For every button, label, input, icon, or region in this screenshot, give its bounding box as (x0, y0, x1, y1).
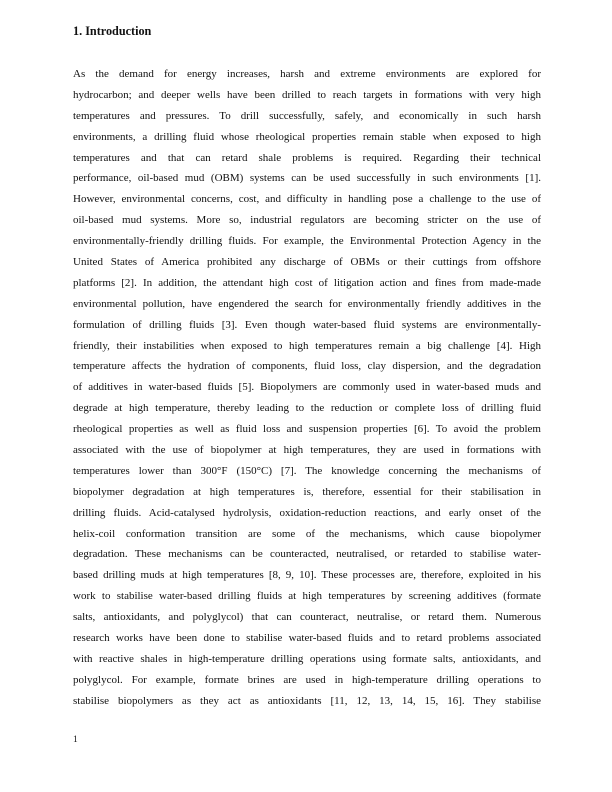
paragraph-line-26: work to stabilise water-based drilling fluids at high temperatures by screening additives (formate (73, 590, 541, 603)
paragraph-line-7: However, environmental concerns, cost, and difficulty in handling pose a challenge to the use of (73, 193, 541, 206)
paragraph-line-10: United States of America prohibited any discharge of OBMs or their cuttings from offshore (73, 256, 541, 269)
section-heading: 1. Introduction (73, 24, 152, 38)
paragraph-line-9: environmentally-friendly drilling fluids. For example, the Environmental Protection Agency in the (73, 235, 541, 248)
paragraph-line-5: temperatures and that can retard shale problems is required. Regarding their technical (73, 151, 541, 164)
paragraph-line-13: formulation of drilling fluids [3]. Even though water-based fluid systems are environmentally- (73, 318, 541, 331)
paragraph-line-20: temperatures lower than 300°F (150°C) [7]. The knowledge concerning the mechanisms of (73, 464, 541, 477)
paragraph-line-17: degrade at high temperature, thereby leading to the reduction or complete loss of drilling fluid (73, 402, 541, 415)
paragraph-line-25: based drilling muds at high temperatures [8, 9, 10]. These processes are, therefore, exploited in his (73, 569, 541, 582)
paragraph-line-29: with reactive shales in high-temperature drilling operations using formate salts, antioxidants, and (73, 652, 541, 665)
paragraph-line-23: helix-coil conformation transition are some of the mechanisms, which cause biopolymer (73, 527, 541, 540)
paragraph-line-2: hydrocarbon; and deeper wells have been drilled to reach targets in formations with very high (73, 88, 541, 101)
paragraph-line-30: polyglycol. For example, formate brines are used in high-temperature drilling operations to (73, 673, 541, 686)
paragraph-line-24: degradation. These mechanisms can be counteracted, neutralised, or retarded to stabilise water- (73, 548, 541, 561)
introduction-paragraph (73, 64, 541, 712)
paragraph-line-28: research works have been done to stabilise water-based fluids and to retard problems associated (73, 632, 541, 645)
paragraph-line-19: associated with the use of biopolymer at high temperatures, they are used in formations with (73, 444, 541, 457)
paragraph-line-31: stabilise biopolymers as they act as antioxidants [11, 12, 13, 14, 15, 16]. They stabilise (73, 694, 541, 707)
paragraph-line-27: salts, antioxidants, and polyglycol) that can counteract, neutralise, or retard them. Numerous (73, 611, 541, 624)
paragraph-line-1: As the demand for energy increases, harsh and extreme environments are explored for (73, 68, 541, 80)
paragraph-line-21: biopolymer degradation at high temperatures is, therefore, essential for their stabilisation in (73, 485, 541, 498)
paragraph-line-22: drilling fluids. Acid-catalysed hydrolysis, oxidation-reduction reactions, and early onset of the (73, 506, 541, 519)
paragraph-line-12: environmental pollution, have engendered the search for environmentally friendly additives in the (73, 297, 541, 310)
paragraph-line-18: rheological properties as well as fluid loss and suspension properties [6]. To avoid the problem (73, 423, 541, 436)
paragraph-line-11: platforms [2]. In addition, the attendant high cost of litigation action and fines from made-made (73, 276, 541, 289)
paragraph-line-4: environments, a drilling fluid whose rheological properties remain stable when exposed to high (73, 130, 541, 143)
paragraph-line-14: friendly, their instabilities when exposed to high temperatures remain a big challenge [4]. High (73, 339, 541, 352)
page-number: 1 (73, 735, 78, 745)
paragraph-line-16: of additives in water-based fluids [5]. Biopolymers are commonly used in water-based muds and (73, 381, 541, 394)
paragraph-line-6: performance, oil-based mud (OBM) systems can be used successfully in such environments [1]. (73, 172, 541, 185)
paragraph-line-8: oil-based mud systems. More so, industrial regulators are becoming stricter on the use of (73, 214, 541, 227)
paragraph-line-15: temperature affects the hydration of components, fluid loss, clay dispersion, and the degradation (73, 360, 541, 373)
paragraph-line-3: temperatures and pressures. To drill successfully, safely, and economically in such harsh (73, 109, 541, 122)
